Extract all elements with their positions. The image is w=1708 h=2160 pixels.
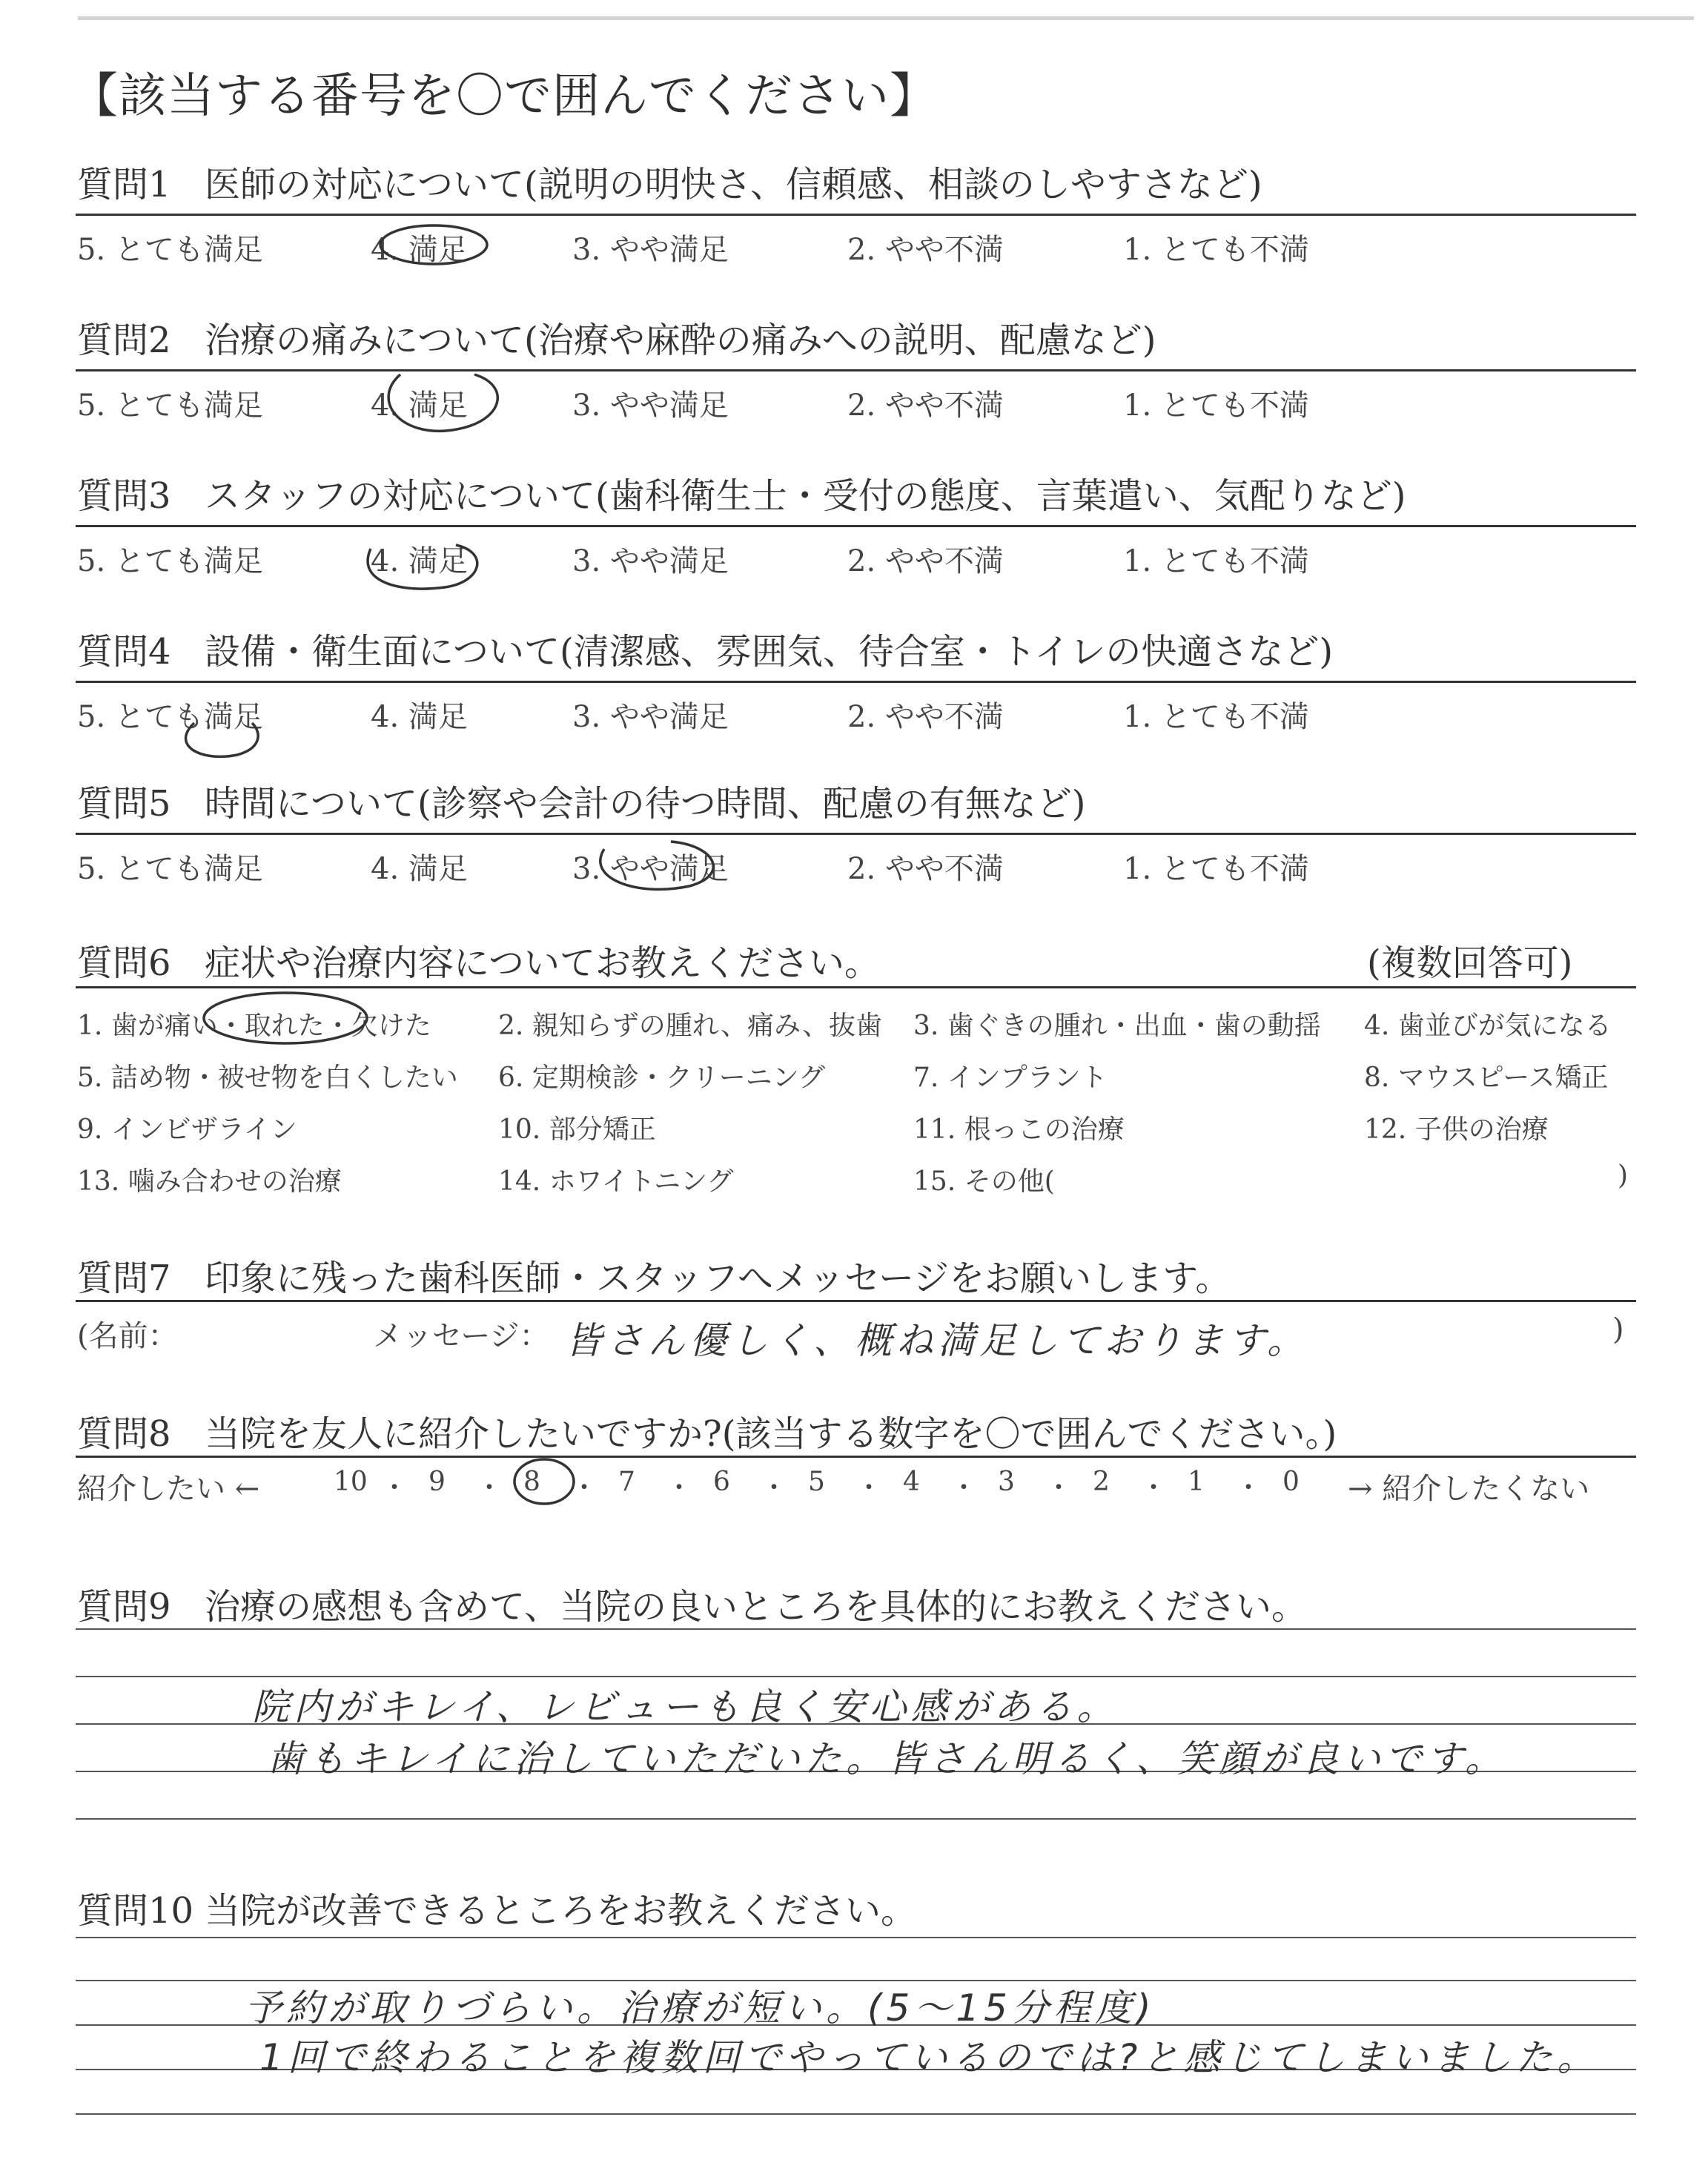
scale-left-label: 紹介したい ←	[77, 1472, 260, 1506]
rating-option-1[interactable]: 1. とても不満	[1123, 700, 1309, 734]
improvement-line-2[interactable]: 1回で終わることを複数回でやっているのでは?と感じてしまいました。	[259, 2036, 1599, 2079]
question-number: 質問10	[77, 1890, 194, 1932]
rating-option-3[interactable]: 3. やや満足	[572, 852, 729, 886]
question-number: 質問2	[77, 320, 171, 361]
symptom-option[interactable]: 14. ホワイトニング	[498, 1166, 734, 1197]
symptom-option[interactable]: 3. 歯ぐきの腫れ・出血・歯の動揺	[913, 1011, 1321, 1041]
question-text: 時間について(診察や会計の待つ時間、配慮の有無など)	[205, 783, 1086, 825]
rating-option-3[interactable]: 3. やや満足	[572, 389, 729, 423]
question-text: 治療の痛みについて(治療や麻酔の痛みへの説明、配慮など)	[205, 320, 1156, 361]
question-3	[77, 467, 1406, 518]
question-text: 印象に残った歯科医師・スタッフへメッセージをお願いします。	[205, 1258, 1231, 1299]
rating-option-4[interactable]: 4. 満足	[371, 852, 468, 886]
question-number: 質問9	[77, 1586, 171, 1628]
rating-option-3[interactable]: 3. やや満足	[572, 544, 729, 578]
question-text: 症状や治療内容についてお教えください。	[205, 942, 881, 984]
scale-value[interactable]: 0	[1282, 1467, 1300, 1497]
scale-value[interactable]: 4	[903, 1467, 920, 1497]
symptom-option[interactable]: 8. マウスピース矯正	[1364, 1063, 1609, 1093]
question-8	[77, 1405, 1337, 1456]
symptom-option[interactable]: 13. 噛み合わせの治療	[77, 1166, 342, 1197]
scale-value[interactable]: 2	[1093, 1467, 1110, 1497]
question-2	[77, 311, 1156, 363]
scale-dot: ・	[666, 1473, 693, 1503]
rating-option-2[interactable]: 2. やや不満	[847, 852, 1004, 886]
question-4	[77, 623, 1333, 674]
answer-line	[76, 1818, 1636, 1820]
answer-line	[76, 1628, 1636, 1630]
question-5-rule	[76, 833, 1636, 835]
question-text: 治療の感想も含めて、当院の良いところを具体的にお教えください。	[205, 1586, 1308, 1628]
question-6	[77, 934, 1573, 985]
question-text: 医師の対応について(説明の明快さ、信頼感、相談のしやすさなど)	[205, 164, 1262, 205]
rating-option-4[interactable]: 4. 満足	[371, 233, 468, 267]
symptom-option[interactable]: 1. 歯が痛い・取れた・欠けた	[77, 1011, 431, 1041]
question-number: 質問4	[77, 631, 171, 673]
scale-value[interactable]: 1	[1188, 1467, 1205, 1497]
rating-option-3[interactable]: 3. やや満足	[572, 233, 729, 267]
symptom-option[interactable]: 15. その他(	[913, 1166, 1055, 1197]
symptom-option[interactable]: 11. 根っこの治療	[913, 1114, 1125, 1145]
symptom-option[interactable]: 4. 歯並びが気になる	[1364, 1011, 1612, 1041]
rating-option-5[interactable]: 5. とても満足	[77, 389, 263, 423]
scale-dot: ・	[1045, 1473, 1073, 1503]
scale-value[interactable]: 8	[523, 1467, 540, 1497]
question-text: 設備・衛生面について(清潔感、雰囲気、待合室・トイレの快適さなど)	[205, 631, 1334, 673]
question-1-rule	[76, 214, 1636, 216]
question-7-rule	[76, 1300, 1636, 1302]
symptom-option[interactable]: 12. 子供の治療	[1364, 1114, 1549, 1145]
scale-value[interactable]: 10	[334, 1467, 368, 1497]
symptom-option[interactable]: 10. 部分矯正	[498, 1114, 656, 1145]
page-title: 【該当する番号を〇で囲んでください】	[70, 69, 938, 124]
message-close-paren: )	[1612, 1312, 1624, 1347]
symptom-option[interactable]: 7. インプラント	[913, 1063, 1108, 1093]
rating-option-2[interactable]: 2. やや不満	[847, 700, 1004, 734]
message-label: メッセージ：	[373, 1319, 549, 1353]
scale-right-label: → 紹介したくない	[1348, 1472, 1590, 1506]
question-number: 質問6	[77, 942, 171, 984]
good-points-line-2[interactable]: 歯もキレイに治していただいた。皆さん明るく、笑顔が良いです。	[267, 1737, 1506, 1780]
question-number: 質問1	[77, 164, 171, 205]
scale-value[interactable]: 5	[808, 1467, 825, 1497]
question-6-rule	[76, 986, 1636, 988]
scale-value[interactable]: 9	[428, 1467, 446, 1497]
rating-option-5[interactable]: 5. とても満足	[77, 852, 263, 886]
rating-option-2[interactable]: 2. やや不満	[847, 233, 1004, 267]
scale-dot: ・	[381, 1473, 408, 1503]
rating-option-5[interactable]: 5. とても満足	[77, 700, 263, 734]
scale-dot: ・	[761, 1473, 788, 1503]
rating-option-4[interactable]: 4. 満足	[371, 389, 468, 423]
question-7	[77, 1249, 1231, 1301]
answer-line	[76, 2113, 1636, 2115]
symptom-option[interactable]: 6. 定期検診・クリーニング	[498, 1063, 826, 1093]
rating-option-1[interactable]: 1. とても不満	[1123, 233, 1309, 267]
rating-option-4[interactable]: 4. 満足	[371, 700, 468, 734]
question-4-rule	[76, 681, 1636, 683]
name-label: (名前：	[77, 1319, 178, 1353]
question-text: 当院を友人に紹介したいですか?(該当する数字を〇で囲んでください。)	[205, 1413, 1337, 1455]
question-number: 質問8	[77, 1413, 171, 1455]
answer-line	[76, 1937, 1636, 1938]
scale-value[interactable]: 3	[998, 1467, 1015, 1497]
scale-value[interactable]: 7	[618, 1467, 635, 1497]
multiple-answer-note: (複数回答可)	[1367, 942, 1573, 984]
question-5	[77, 775, 1086, 826]
scale-dot: ・	[855, 1473, 883, 1503]
rating-option-1[interactable]: 1. とても不満	[1123, 544, 1309, 578]
rating-option-1[interactable]: 1. とても不満	[1123, 852, 1309, 886]
scale-value[interactable]: 6	[713, 1467, 730, 1497]
scale-dot: ・	[1235, 1473, 1262, 1503]
question-9	[77, 1578, 1307, 1629]
rating-option-2[interactable]: 2. やや不満	[847, 389, 1004, 423]
rating-option-5[interactable]: 5. とても満足	[77, 233, 263, 267]
question-number: 質問3	[77, 475, 171, 517]
top-edge-line	[78, 16, 1694, 20]
question-1	[77, 156, 1262, 207]
question-8-rule	[76, 1456, 1636, 1458]
other-close-paren: )	[1618, 1160, 1629, 1191]
question-text: スタッフの対応について(歯科衛生士・受付の態度、言葉遣い、気配りなど)	[205, 475, 1406, 517]
good-points-line-1[interactable]: 院内がキレイ、レビューも良く安心感がある。	[252, 1685, 1119, 1728]
question-2-rule	[76, 369, 1636, 371]
rating-option-5[interactable]: 5. とても満足	[77, 544, 263, 578]
question-number: 質問5	[77, 783, 171, 825]
improvement-line-1[interactable]: 予約が取りづらい。治療が短い。(5〜15分程度)	[245, 1986, 1156, 2029]
scale-dot: ・	[950, 1473, 978, 1503]
question-10	[77, 1882, 916, 1933]
symptom-option[interactable]: 9. インビザライン	[77, 1114, 297, 1145]
scale-dot: ・	[1140, 1473, 1168, 1503]
rating-option-3[interactable]: 3. やや満足	[572, 700, 729, 734]
message-field[interactable]: 皆さん優しく、概ね満足しております。	[565, 1319, 1308, 1362]
question-number: 質問7	[77, 1258, 171, 1299]
question-text: 当院が改善できるところをお教えください。	[205, 1890, 917, 1932]
scale-dot: ・	[571, 1473, 598, 1503]
symptom-option[interactable]: 2. 親知らずの腫れ、痛み、抜歯	[498, 1011, 883, 1041]
rating-option-1[interactable]: 1. とても不満	[1123, 389, 1309, 423]
rating-option-2[interactable]: 2. やや不満	[847, 544, 1004, 578]
symptom-option[interactable]: 5. 詰め物・被せ物を白くしたい	[77, 1063, 458, 1093]
scale-dot: ・	[476, 1473, 503, 1503]
rating-option-4[interactable]: 4. 満足	[371, 544, 468, 578]
question-3-rule	[76, 525, 1636, 527]
